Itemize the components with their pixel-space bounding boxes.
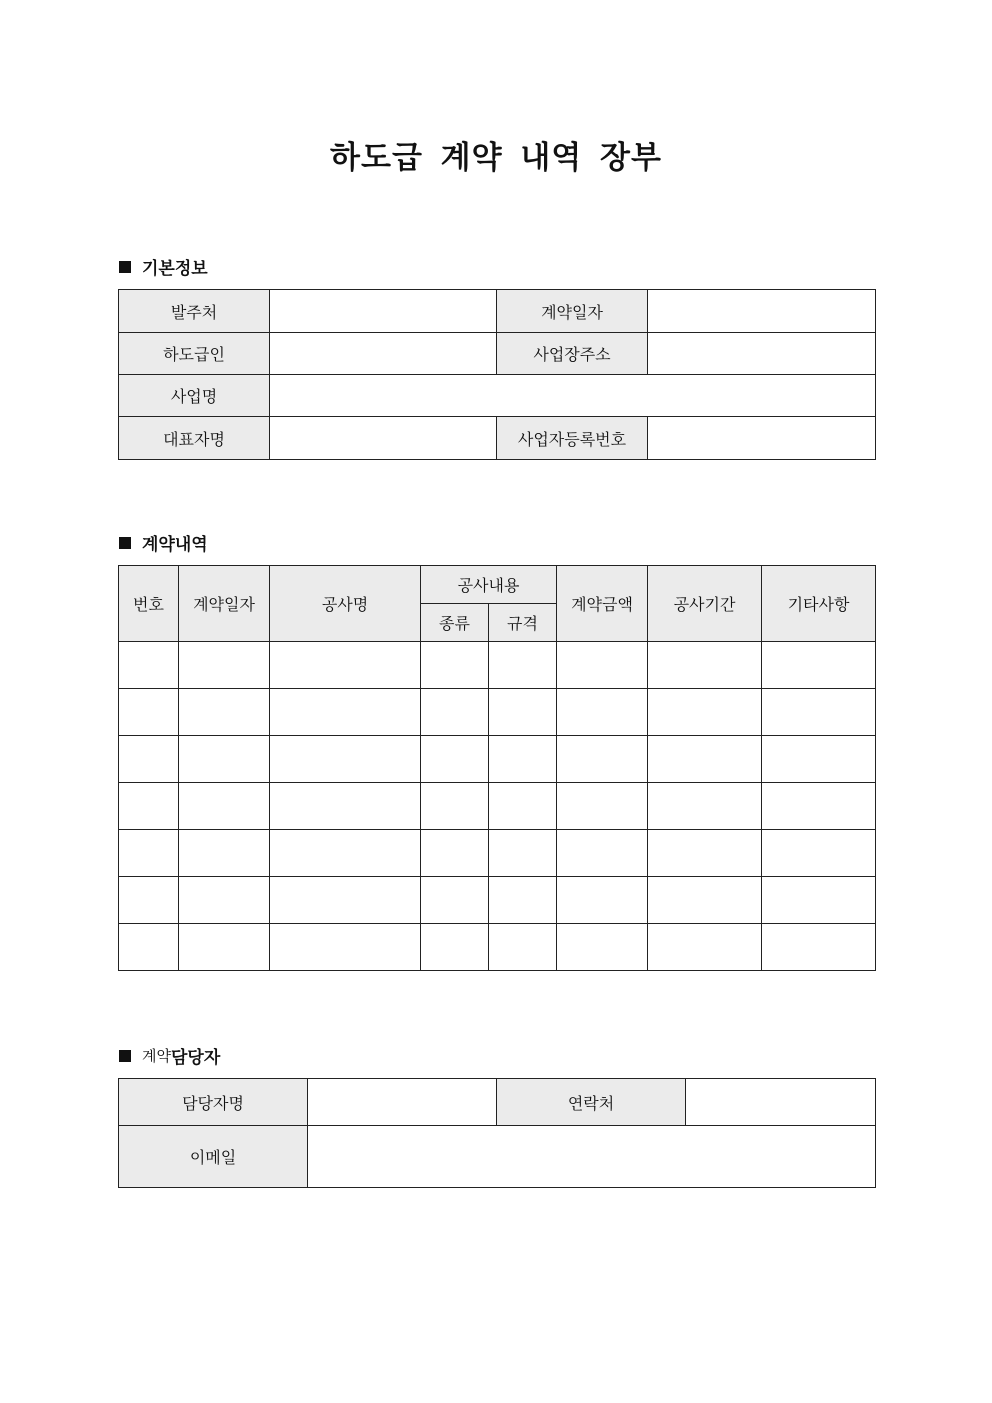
basic-info-heading (119, 254, 208, 279)
square-bullet-icon (119, 1050, 131, 1062)
contact-heading (119, 1043, 220, 1068)
business-reg-no-field[interactable] (648, 417, 876, 460)
type-cell[interactable] (421, 689, 489, 736)
period-cell[interactable] (648, 924, 762, 971)
spec-cell[interactable] (489, 642, 557, 689)
basic-info-table (118, 289, 876, 460)
no-cell[interactable] (119, 924, 179, 971)
contact-table (118, 1078, 876, 1188)
type-cell[interactable] (421, 642, 489, 689)
representative-label: 대표자명 (119, 417, 270, 460)
type-cell[interactable] (421, 830, 489, 877)
email-label: 이메일 (119, 1126, 308, 1188)
amount-cell[interactable] (557, 689, 648, 736)
document-title: 하도급 계약 내역 장부 (330, 140, 662, 176)
no-cell[interactable] (119, 689, 179, 736)
no-cell[interactable] (119, 783, 179, 830)
no-cell[interactable] (119, 736, 179, 783)
table-row (119, 830, 876, 877)
col-no-header: 번호 (119, 566, 179, 642)
table-row (119, 689, 876, 736)
square-bullet-icon (119, 261, 131, 273)
period-cell[interactable] (648, 830, 762, 877)
type-cell[interactable] (421, 783, 489, 830)
amount-cell[interactable] (557, 642, 648, 689)
spec-cell[interactable] (489, 877, 557, 924)
contract-date-label: 계약일자 (497, 290, 648, 333)
table-row (119, 924, 876, 971)
client-field[interactable] (270, 290, 497, 333)
period-cell[interactable] (648, 642, 762, 689)
contract-date-cell[interactable] (179, 830, 270, 877)
col-amount-header: 계약금액 (557, 566, 648, 642)
col-period-header: 공사기간 (648, 566, 762, 642)
manager-name-field[interactable] (308, 1079, 497, 1126)
amount-cell[interactable] (557, 783, 648, 830)
col-spec-header: 규격 (489, 604, 557, 642)
contract-details-heading (119, 530, 208, 555)
remarks-cell[interactable] (762, 877, 876, 924)
no-cell[interactable] (119, 877, 179, 924)
contact-heading-main: 담당자 (170, 1048, 221, 1068)
subcontractor-field[interactable] (270, 333, 497, 375)
table-row (119, 783, 876, 830)
col-contract-date-header: 계약일자 (179, 566, 270, 642)
type-cell[interactable] (421, 736, 489, 783)
phone-label: 연락처 (497, 1079, 686, 1126)
work-name-cell[interactable] (270, 783, 421, 830)
no-cell[interactable] (119, 642, 179, 689)
work-name-cell[interactable] (270, 830, 421, 877)
contact-heading-prefix: 계약 (142, 1047, 171, 1065)
table-row (119, 736, 876, 783)
business-reg-no-label: 사업자등록번호 (497, 417, 648, 460)
type-cell[interactable] (421, 877, 489, 924)
period-cell[interactable] (648, 877, 762, 924)
contract-date-cell[interactable] (179, 924, 270, 971)
business-name-field[interactable] (270, 375, 876, 417)
remarks-cell[interactable] (762, 642, 876, 689)
col-remarks-header: 기타사항 (762, 566, 876, 642)
remarks-cell[interactable] (762, 783, 876, 830)
period-cell[interactable] (648, 736, 762, 783)
contract-date-cell[interactable] (179, 783, 270, 830)
spec-cell[interactable] (489, 924, 557, 971)
table-row (119, 877, 876, 924)
client-label: 발주처 (119, 290, 270, 333)
phone-field[interactable] (686, 1079, 876, 1126)
basic-info-heading-text: 기본정보 (142, 259, 208, 279)
contract-date-field[interactable] (648, 290, 876, 333)
business-name-label: 사업명 (119, 375, 270, 417)
period-cell[interactable] (648, 783, 762, 830)
contract-date-cell[interactable] (179, 689, 270, 736)
site-address-field[interactable] (648, 333, 876, 375)
spec-cell[interactable] (489, 830, 557, 877)
spec-cell[interactable] (489, 689, 557, 736)
table-row (119, 642, 876, 689)
remarks-cell[interactable] (762, 736, 876, 783)
contract-details-heading-text: 계약내역 (142, 535, 208, 555)
period-cell[interactable] (648, 689, 762, 736)
contract-details-table (118, 565, 876, 971)
spec-cell[interactable] (489, 783, 557, 830)
remarks-cell[interactable] (762, 830, 876, 877)
amount-cell[interactable] (557, 924, 648, 971)
contract-rows (119, 642, 876, 971)
contract-date-cell[interactable] (179, 877, 270, 924)
email-field[interactable] (308, 1126, 876, 1188)
amount-cell[interactable] (557, 830, 648, 877)
subcontractor-label: 하도급인 (119, 333, 270, 375)
no-cell[interactable] (119, 830, 179, 877)
work-name-cell[interactable] (270, 642, 421, 689)
col-work-name-header: 공사명 (270, 566, 421, 642)
spec-cell[interactable] (489, 736, 557, 783)
representative-field[interactable] (270, 417, 497, 460)
contract-date-cell[interactable] (179, 736, 270, 783)
work-name-cell[interactable] (270, 924, 421, 971)
type-cell[interactable] (421, 924, 489, 971)
site-address-label: 사업장주소 (497, 333, 648, 375)
contract-date-cell[interactable] (179, 642, 270, 689)
amount-cell[interactable] (557, 877, 648, 924)
square-bullet-icon (119, 537, 131, 549)
remarks-cell[interactable] (762, 689, 876, 736)
col-work-content-header: 공사내용 (421, 566, 557, 604)
work-name-cell[interactable] (270, 877, 421, 924)
work-name-cell[interactable] (270, 689, 421, 736)
amount-cell[interactable] (557, 736, 648, 783)
manager-name-label: 담당자명 (119, 1079, 308, 1126)
col-type-header: 종류 (421, 604, 489, 642)
work-name-cell[interactable] (270, 736, 421, 783)
remarks-cell[interactable] (762, 924, 876, 971)
